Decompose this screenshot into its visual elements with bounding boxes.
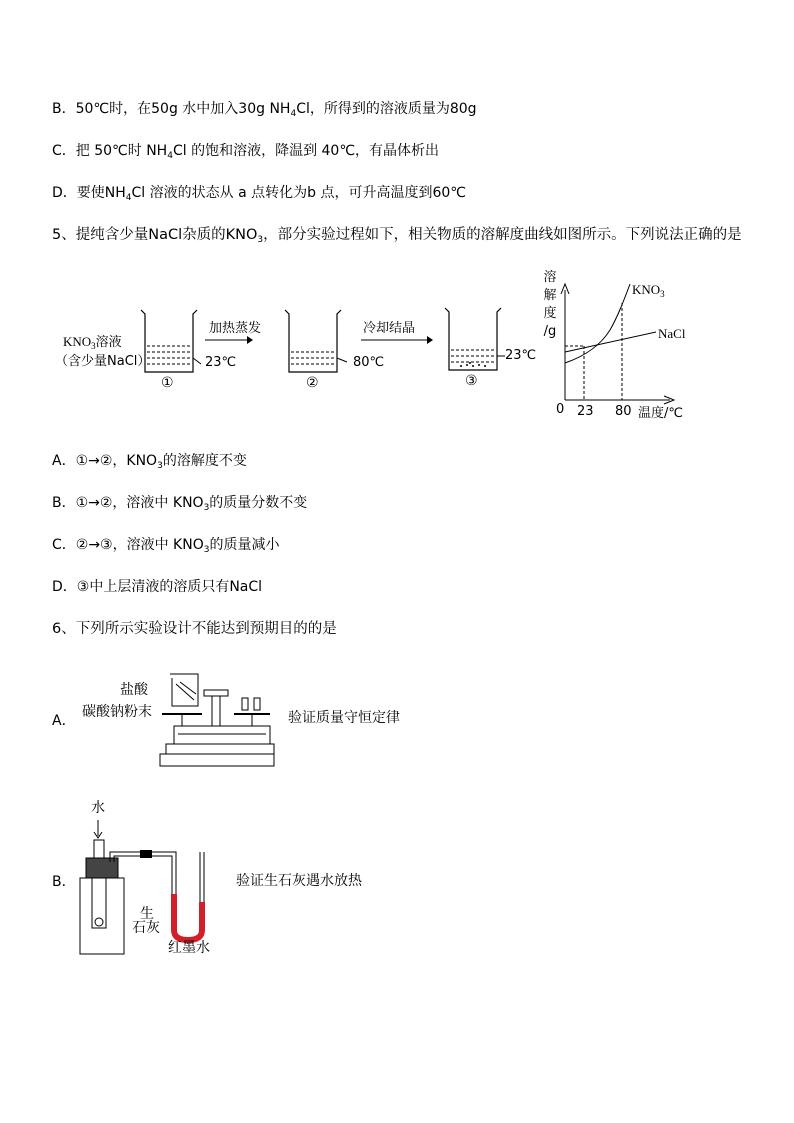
graph-origin: 0: [556, 402, 565, 417]
q5-stem: 5、提纯含少量NaCl杂质的$KNO_3$，部分实验过程如下，相关物质的溶解度曲线如图所示。下列说法正确的是: [52, 227, 742, 245]
beaker-3-temp: 23℃: [505, 348, 537, 363]
nacl-curve-label: NaCl: [658, 326, 686, 341]
q6-option-b-letter: B．: [52, 874, 76, 890]
beaker-3: [445, 308, 505, 370]
q5-option-a: A．①→②，$KNO_3$的溶解度不变: [52, 453, 247, 471]
q6-option-a-desc: 验证质量守恒定律: [288, 710, 400, 726]
y-axis-label-3: 度: [543, 306, 557, 321]
solubility-curves: [540, 268, 700, 418]
water-label: 水: [91, 800, 105, 816]
arrow-2-label: 冷却结晶: [363, 321, 416, 336]
kno3-curve-label: $KNO_3$: [632, 282, 665, 299]
arrow-1: [205, 336, 253, 344]
nacl-impurity-label: （含少量NaCl）: [55, 354, 151, 369]
arrow-2: [361, 336, 433, 344]
graph-x-label: 温度/℃: [638, 406, 683, 421]
beaker-1-temp: 23℃: [205, 355, 237, 370]
beakers-drawing: [55, 300, 535, 400]
balance-drawing: [158, 670, 278, 770]
q6-option-b-desc: 验证生石灰遇水放热: [236, 873, 362, 889]
graph-tick-23: 23: [577, 404, 594, 419]
q4-option-b: B．50℃时，在50g 水中加入30g $NH_4Cl$，所得到的溶液质量为80g: [52, 101, 477, 119]
beaker-1-number: ①: [161, 375, 174, 391]
red-ink-label: 红墨水: [168, 940, 210, 956]
quicklime-apparatus: [76, 818, 226, 958]
q4-option-d: D．要使$NH_4Cl$ 溶液的状态从 a 点转化为b 点，可升高温度到60℃: [52, 185, 466, 203]
q4-option-c: C．把 50℃时 $NH_4Cl$ 的饱和溶液，降温到 40℃，有晶体析出: [52, 143, 440, 161]
sodium-carbonate-label: 碳酸钠粉末: [82, 704, 152, 720]
solubility-graph: [540, 268, 700, 428]
kno3-solution-label: $KNO_3$溶液: [63, 334, 122, 351]
beaker-2: [285, 310, 347, 372]
q5-option-b: B．①→②，溶液中 $KNO_3$的质量分数不变: [52, 495, 308, 513]
beaker-3-number: ③: [465, 373, 478, 389]
q5-option-c: C．②→③，溶液中 $KNO_3$的质量减小: [52, 537, 280, 555]
graph-tick-80: 80: [615, 404, 632, 419]
q6-option-a-letter: A．: [52, 713, 76, 729]
q5-process-figure: [55, 300, 535, 400]
y-axis-label-2: 解: [543, 288, 557, 303]
hcl-label: 盐酸: [120, 682, 148, 698]
y-axis-label-1: 溶: [543, 270, 557, 285]
beaker-1: [141, 310, 201, 372]
beaker-2-temp: 80℃: [353, 355, 385, 370]
arrow-1-label: 加热蒸发: [209, 321, 262, 336]
beaker-2-number: ②: [306, 375, 319, 391]
quicklime-label-1: 生: [140, 906, 154, 922]
q5-option-d: D．③中上层清液的溶质只有NaCl: [52, 579, 263, 595]
quicklime-label-2: 石灰: [132, 920, 160, 936]
y-axis-label-4: /g: [543, 324, 557, 339]
q6-stem: 6、下列所示实验设计不能达到预期目的的是: [52, 621, 337, 637]
